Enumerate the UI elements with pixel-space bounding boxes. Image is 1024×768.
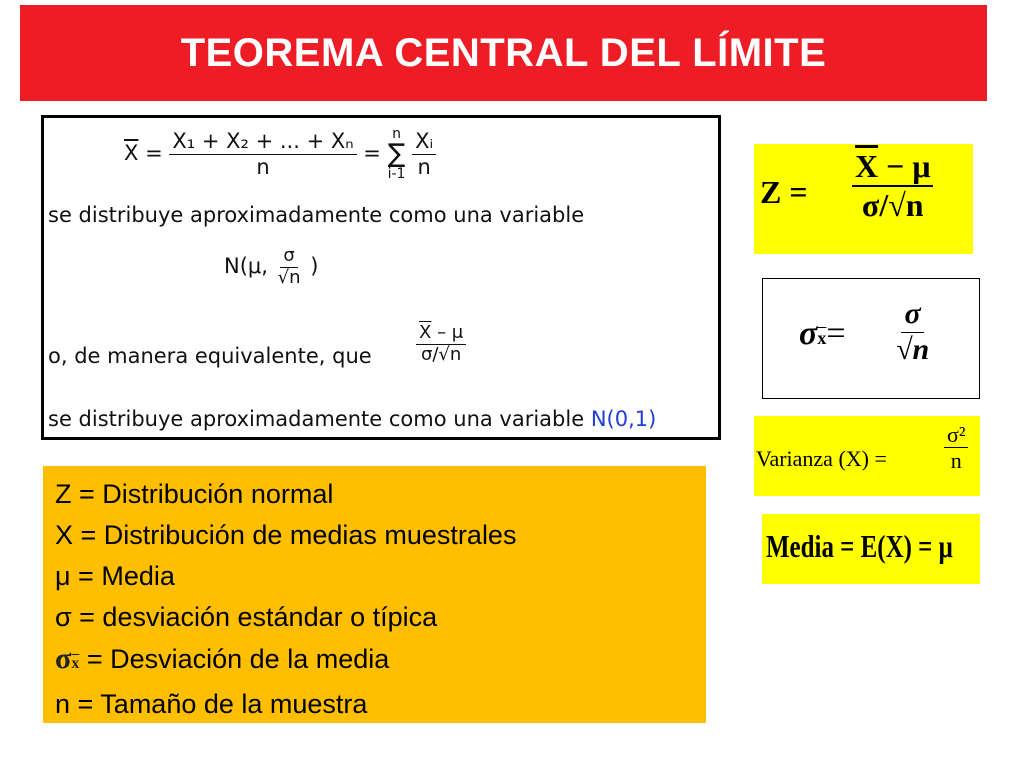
sum-numerator: X₁ + X₂ + ... + Xₙ (169, 129, 356, 154)
xbar-subscript: $\overline{x}$ (817, 328, 827, 348)
standardized-denominator: σ/√n (420, 343, 462, 365)
sum-lower: i-1 (387, 166, 406, 182)
sigx-numerator: σ (901, 297, 923, 333)
legend-z: Z = Distribución normal (55, 479, 334, 509)
z-formula-box (754, 144, 973, 254)
sigma-num: σ (280, 246, 297, 268)
sigma-xbar-lhs (799, 315, 846, 353)
legend-xbar-sub: $\overline{x}$ (71, 655, 80, 672)
var-denominator: n (950, 448, 962, 474)
xi-denominator: n (417, 154, 431, 179)
sigma-over-sqrtn (275, 246, 304, 288)
sqrtn-den: √n (277, 266, 301, 288)
sum-denominator: n (256, 154, 270, 179)
var-frac (944, 422, 968, 474)
legend-sigma-xbar (55, 638, 694, 684)
legend-sigma: σ = desviación estándar o típica (55, 602, 438, 632)
xbar-symbol: $\overline{X}$ (124, 141, 139, 165)
summation (388, 126, 406, 182)
legend-sigma-sym: σ (55, 642, 72, 675)
equals-sign: = (145, 141, 163, 165)
legend-mu: μ = Media (55, 561, 175, 591)
z-denominator: σ/√n (861, 186, 924, 223)
standardized-numerator: $\overline{X}$ – μ (416, 323, 466, 345)
legend-box (43, 466, 706, 723)
statement-line-2 (48, 344, 372, 368)
standardized-formula (416, 323, 466, 365)
sample-mean-formula (124, 126, 436, 182)
page-title: TEOREMA CENTRAL DEL LÍMITE (180, 30, 827, 75)
variance-label: Varianza (X) = (756, 446, 887, 471)
sum-fraction (169, 129, 356, 178)
sigma-sum-icon: ∑ (387, 139, 406, 169)
xbar-symbol-2: $\overline{X}$ (419, 322, 432, 343)
sigma-xbar-fraction (893, 297, 932, 367)
variance-fraction (944, 422, 968, 474)
sigma-xbar-symbol (55, 638, 79, 684)
sigma-xbar-box (762, 278, 980, 399)
equals-sign-2: = (363, 141, 381, 165)
z-frac (852, 148, 933, 224)
statement-line-1: se distribuye aproximadamente como una variable (48, 203, 585, 227)
xi-fraction (412, 129, 436, 178)
line2-text: o, de manera equivalente, que (48, 344, 372, 368)
sigx-frac (893, 297, 932, 367)
z-lhs: Z = (760, 174, 808, 210)
sigx-equals: = (826, 315, 846, 352)
media-formula: Media = E(X) = μ (766, 528, 953, 564)
legend-n: n = Tamaño de la muestra (55, 689, 368, 719)
legend-x: X = Distribución de medias muestrales (55, 520, 517, 550)
variance-box (754, 416, 980, 496)
sigma-symbol: σ (799, 315, 818, 352)
standardized-fraction (416, 323, 466, 365)
normal-distribution-formula (224, 246, 318, 288)
sum-upper: n (392, 126, 401, 142)
z-fraction (852, 148, 933, 224)
var-numerator: σ² (944, 422, 968, 448)
title-banner (20, 5, 987, 101)
close-paren: ) (310, 254, 319, 279)
line3-text: se distribuye aproximadamente como una variable (48, 407, 585, 431)
normal-prefix: N(μ, (224, 254, 268, 279)
clt-statement-box (41, 115, 721, 440)
media-box (762, 514, 980, 584)
z-numerator: $\overline{X} - \mu$ (852, 148, 933, 187)
legend-sigma-xbar-text: = Desviación de la media (79, 644, 390, 674)
sigx-denominator: √n (896, 332, 930, 366)
statement-line-3 (48, 407, 656, 431)
xi-numerator: Xᵢ (412, 129, 436, 154)
standard-normal-label: N(0,1) (590, 407, 657, 431)
